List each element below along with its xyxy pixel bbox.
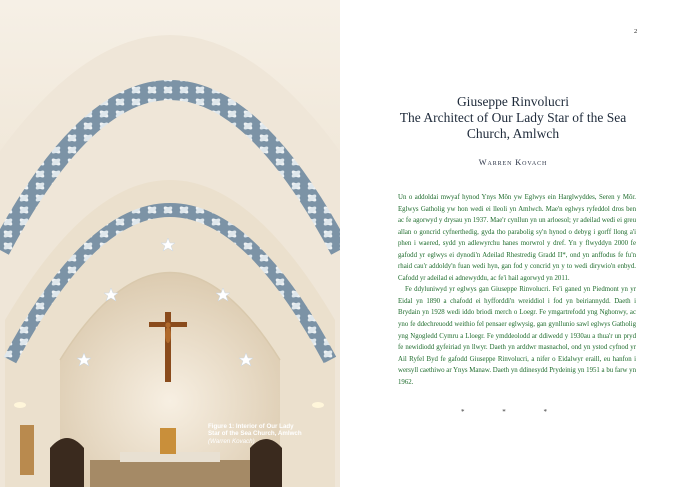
caption-line2: Star of the Sea Church, Amlwch	[208, 430, 302, 438]
title-line1: Giuseppe Rinvolucri	[456, 94, 570, 109]
article-title	[378, 94, 648, 142]
photo-credit: (Warren Kovach)	[208, 437, 255, 445]
caption-line1: Figure 1: Interior of Our Lady	[208, 423, 294, 430]
figure-caption	[208, 423, 336, 445]
page-number: 2	[634, 28, 638, 35]
article-body	[398, 192, 636, 388]
paragraph-2: Fe ddyluniwyd yr eglwys gan Giuseppe Rinvolucri. Fe'i ganed yn Piedmont yn yr Eidal yn 1890 a chafodd ei hyfforddi'n wreiddiol i fod yn beiriannydd. Daeth i Brydain yn 1928 wedi iddo briodi merch o Loegr. Fe ymgartrefodd yng Nghonwy, ac yno fe ddechreuodd weithio fel pensaer eglwysig, gan gynllunio sawl eglwys Gatholig yng Ngogledd Cymru a Lloegr. Fe ymddeolodd ar ddiwedd y 1930au a thua'r un pryd fe newidiodd gyfeiriad yn llwyr. Daeth yn arddwr masnachol, ond yn ystod cyfnod yr Ail Ryfel Byd fe gafodd Giuseppe Rinvolucri, a nifer o Eidalwyr eraill, eu hanfon i wersyll caethiwo ar Ynys Manaw. Daeth yn ddinesydd Prydeinig yn 1951 a bu farw yn 1962.	[398, 286, 636, 386]
title-line3: Church, Amlwch	[466, 126, 560, 141]
section-break: * * *	[461, 408, 565, 416]
title-line2: The Architect of Our Lady Star of the Sea	[399, 110, 627, 125]
author-byline: Warren Kovach	[478, 158, 548, 167]
paragraph-1: Un o addoldai mwyaf hynod Ynys Môn yw Eglwys ein Harglwyddes, Seren y Môr. Eglwys Gatholig yw hon wedi ei lleoli yn Amlwch. Mae'n eglwys ryfeddol dros ben ac fe agorwyd y drysau yn 1937. Mae'r cynllun yn un arloesol; yr adeilad wedi ei greu allan o goncrid cyfnerthedig, gyda tho parabolig sy'n hynod o debyg i gorff llong a'i phen i waered, sydd yn adlewyrchu hanes morwrol y dref. Yn y flwyddyn 2000 fe gafodd yr eglwys ei dynodi'n Adeilad Rhestredig Gradd II*, ond yn anffodus fe fu'n rhaid cau'r addoldy'n fuan wedi hyn, gan fod y concrid yn y to wedi dirywio'n enbyd. Cafodd yr adeilad ei adnewyddu, ac fe'i hail agorwyd yn 2011.	[398, 194, 636, 282]
